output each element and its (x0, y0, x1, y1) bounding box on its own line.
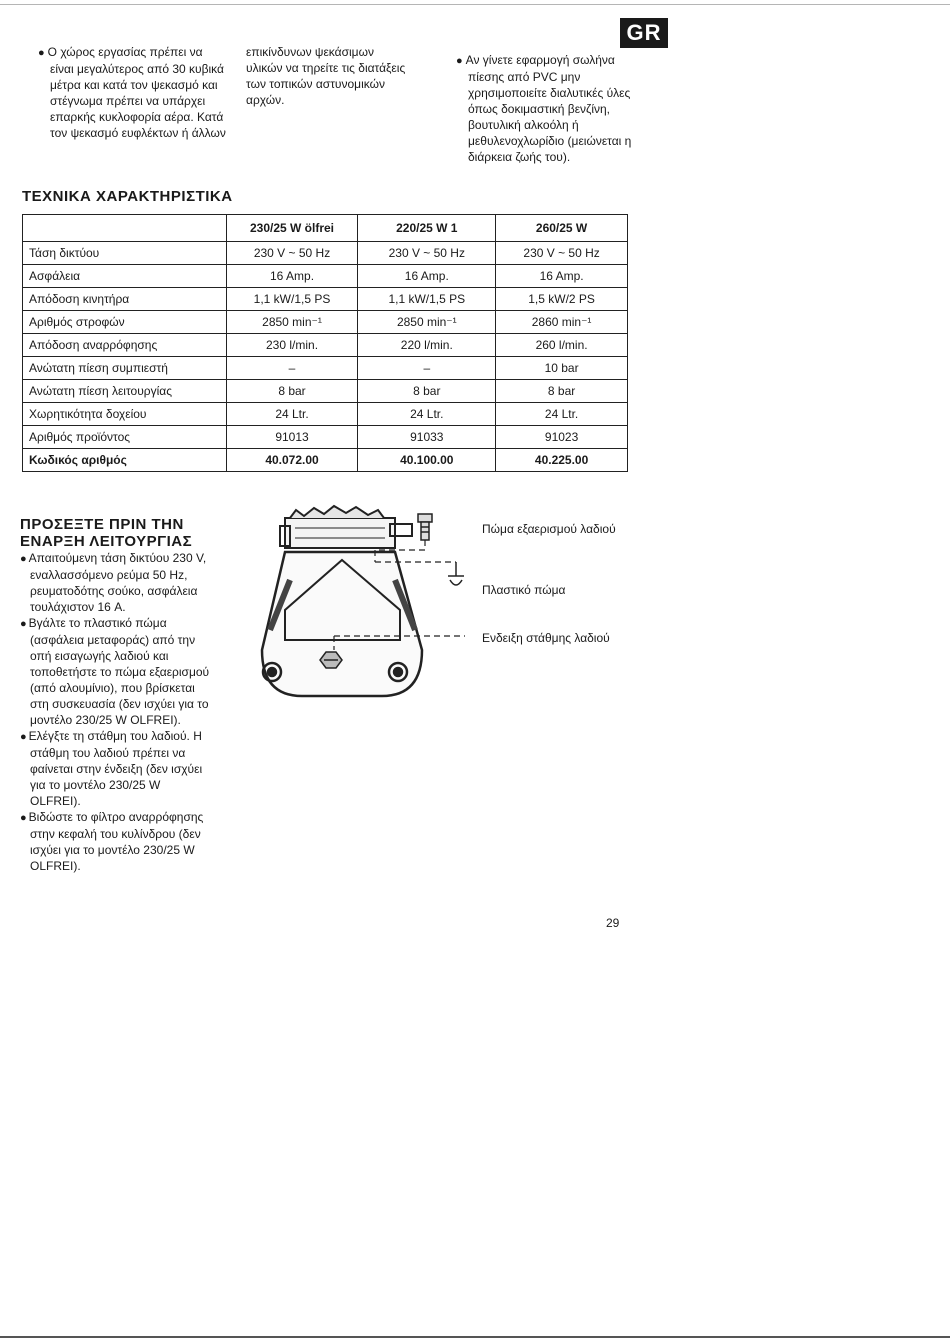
table-row (23, 357, 628, 380)
cell: 230 l/min. (226, 334, 358, 357)
list-item: ● Ελέγξτε τη στάθμη του λαδιού. Η στάθμη του λαδιού πρέπει να φαίνεται στην ένδειξη (δεν ισχύει για το μοντέλο 230/25 W OLFREI). (20, 728, 210, 809)
row-label: Κωδικός αριθμός (23, 449, 227, 472)
before-use-title-line-1: ΠΡΟΣΕΞΤΕ ΠΡΙΝ ΤΗΝ (20, 516, 184, 533)
cell: 2850 min⁻¹ (226, 311, 358, 334)
cell: 2850 min⁻¹ (358, 311, 496, 334)
cell: 220 l/min. (358, 334, 496, 357)
table-row (23, 403, 628, 426)
cell: 2860 min⁻¹ (496, 311, 628, 334)
cell: 91023 (496, 426, 628, 449)
page-number: 29 (606, 916, 620, 930)
row-label: Απόδοση κινητήρα (23, 288, 227, 311)
compressor-diagram (250, 500, 480, 710)
row-label: Αριθμός προϊόντος (23, 426, 227, 449)
cell: 230 V ~ 50 Hz (226, 242, 358, 265)
cell: 8 bar (358, 380, 496, 403)
cell: 8 bar (496, 380, 628, 403)
specs-title: ΤΕΧΝΙΚΑ ΧΑΡΑΚΤΗΡΙΣΤΙΚΑ (22, 188, 233, 205)
cell: 24 Ltr. (358, 403, 496, 426)
list-item: ● Απαιτούμενη τάση δικτύου 230 V, εναλλασσόμενο ρεύμα 50 Hz, ρευματοδότης σούκο, ασφάλεια τουλάχιστον 16 A. (20, 550, 210, 615)
bottom-rule (0, 1336, 950, 1338)
specs-header-row (23, 215, 628, 242)
specs-header-col: 220/25 W 1 (358, 215, 496, 242)
cylinder-head-drawing (280, 506, 412, 548)
cell: 24 Ltr. (226, 403, 358, 426)
table-row (23, 449, 628, 472)
intro-text-2: επικίνδυνων ψεκάσιμων υλικών να τηρείτε τις διατάξεις των τοπικών αστυνομικών αρχών. (246, 45, 406, 107)
row-label: Χωρητικότητα δοχείου (23, 403, 227, 426)
top-rule (0, 4, 950, 5)
table-row (23, 242, 628, 265)
label-oil-breather-cap: Πώμα εξαερισμού λαδιού (482, 522, 616, 536)
specs-table (22, 214, 628, 472)
row-label: Αριθμός στροφών (23, 311, 227, 334)
cell: 16 Amp. (226, 265, 358, 288)
cell: 91033 (358, 426, 496, 449)
cell: 24 Ltr. (496, 403, 628, 426)
list-item: ● Βγάλτε το πλαστικό πώμα (ασφάλεια μεταφοράς) από την οπή εισαγωγής λαδιού και τοποθετήστε το πώμα εξαερισμού (από αλουμίνιο), που βρίσκεται στη συσκευασία (δεν ισχύει για το μοντέλο 230/25 W OLFREI). (20, 615, 210, 728)
table-row (23, 311, 628, 334)
cell: 1,1 kW/1,5 PS (358, 288, 496, 311)
row-label: Ανώτατη πίεση συμπιεστή (23, 357, 227, 380)
cell: 230 V ~ 50 Hz (496, 242, 628, 265)
language-badge: GR (620, 18, 668, 48)
cell: 230 V ~ 50 Hz (358, 242, 496, 265)
intro-column-1 (38, 44, 228, 141)
oil-sight-glass-drawing (320, 652, 342, 668)
label-plastic-plug: Πλαστικό πώμα (482, 583, 566, 597)
before-use-title (20, 516, 192, 550)
table-row (23, 380, 628, 403)
intro-text-1: ● Ο χώρος εργασίας πρέπει να είναι μεγαλύτερος από 30 κυβικά μέτρα και κατά τον ψεκασμό και στέγνωμα πρέπει να υπάρχει επαρκής κυκλοφορία αέρα. Κατά τον ψεκασμό ευφλέκτων ή άλλων (50, 44, 228, 141)
list-item: ● Βιδώστε το φίλτρο αναρρόφησης στην κεφαλή του κυλίνδρου (δεν ισχύει για το μοντέλο 230/25 W OLFREI). (20, 809, 210, 874)
table-row (23, 426, 628, 449)
row-label: Απόδοση αναρρόφησης (23, 334, 227, 357)
cell: 1,5 kW/2 PS (496, 288, 628, 311)
cell: 16 Amp. (358, 265, 496, 288)
table-row (23, 334, 628, 357)
cell: 40.100.00 (358, 449, 496, 472)
cell: 10 bar (496, 357, 628, 380)
cell: 40.225.00 (496, 449, 628, 472)
table-row (23, 288, 628, 311)
cell: 1,1 kW/1,5 PS (226, 288, 358, 311)
intro-column-2 (246, 44, 406, 108)
specs-header-empty (23, 215, 227, 242)
row-label: Τάση δικτύου (23, 242, 227, 265)
plastic-plug-drawing (448, 562, 464, 585)
cell: – (226, 357, 358, 380)
cell: 16 Amp. (496, 265, 628, 288)
intro-column-3 (456, 52, 644, 165)
crankcase-drawing (262, 552, 422, 696)
before-use-title-line-2: ΕΝΑΡΞΗ ΛΕΙΤΟΥΡΓΙΑΣ (20, 533, 193, 550)
before-use-list (20, 550, 210, 874)
specs-header-col: 230/25 W ölfrei (226, 215, 358, 242)
cell: 91013 (226, 426, 358, 449)
table-row (23, 265, 628, 288)
cell: 260 l/min. (496, 334, 628, 357)
cell: 8 bar (226, 380, 358, 403)
breather-cap-drawing (418, 514, 432, 540)
cell: – (358, 357, 496, 380)
row-label: Ασφάλεια (23, 265, 227, 288)
intro-text-3: ● Αν γίνετε εφαρμογή σωλήνα πίεσης από PVC μην χρησιμοποιείτε διαλυτικές ύλες όπως δοκιμαστική βενζίνη, βουτυλική αλκοόλη ή μεθυλενοχλωρίδιο (μειώνεται η διάρκεια ζωής του). (468, 52, 644, 165)
row-label: Ανώτατη πίεση λειτουργίας (23, 380, 227, 403)
cell: 40.072.00 (226, 449, 358, 472)
label-oil-level-indicator: Ενδειξη στάθμης λαδιού (482, 631, 610, 645)
specs-header-col: 260/25 W (496, 215, 628, 242)
